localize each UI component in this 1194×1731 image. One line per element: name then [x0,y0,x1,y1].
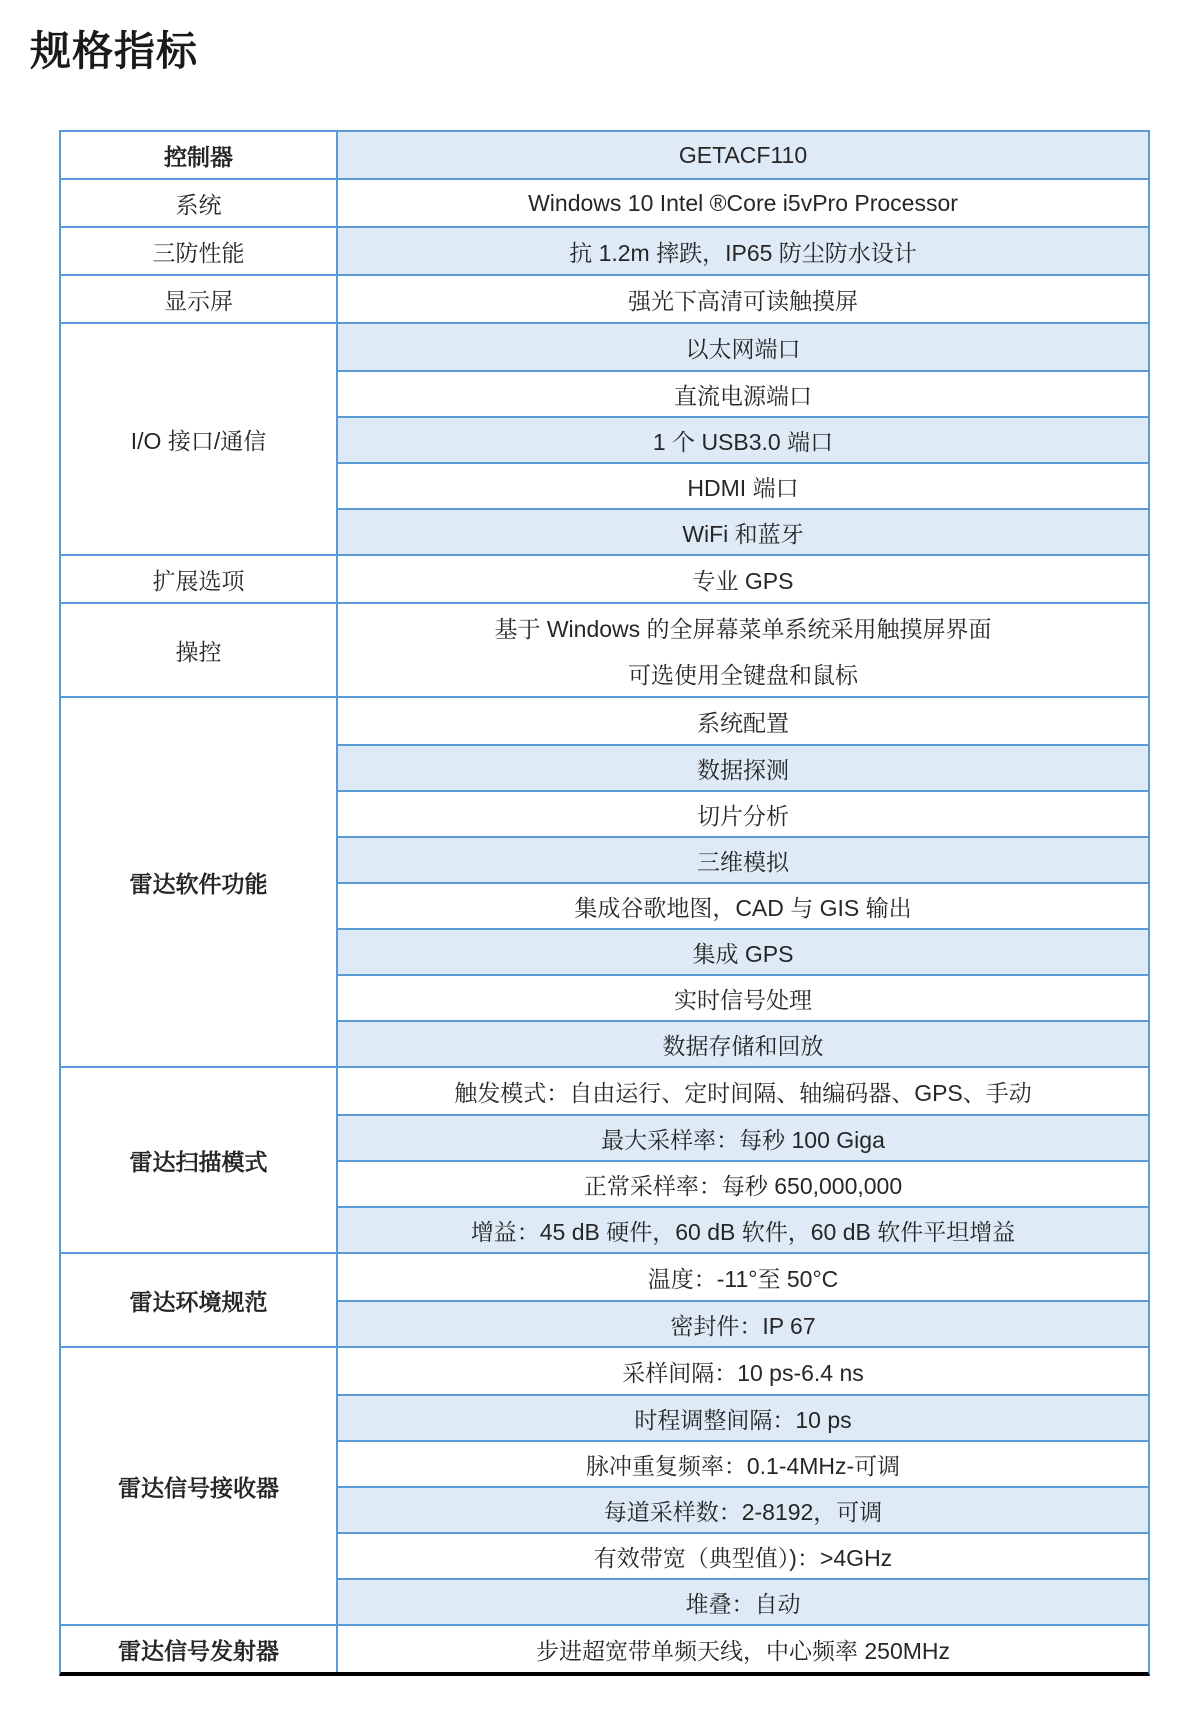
spec-value-row [338,790,1148,836]
spec-value-row [338,1394,1148,1440]
spec-value-row [338,1206,1148,1252]
spec-category-cell: 雷达信号发射器 [61,1626,338,1672]
spec-value-line: 专业 GPS [692,567,794,594]
spec-category-cell: 雷达信号接收器 [61,1348,338,1624]
spec-value-column [338,604,1148,696]
spec-value-row [338,1160,1148,1206]
spec-category-cell: 三防性能 [61,228,338,274]
spec-value-line: 实时信号处理 [674,986,812,1013]
spec-value-line: 每道采样数：2-8192，可调 [603,1498,883,1525]
spec-value-line: 基于 Windows 的全屏幕菜单系统采用触摸屏界面 [494,615,992,642]
spec-value-line: 1 个 USB3.0 端口 [652,428,834,455]
spec-value-row [338,180,1148,226]
spec-value-line: Windows 10 Intel ®Core i5vPro Processor [528,189,958,216]
spec-group [61,696,1148,1066]
spec-value-row [338,1348,1148,1394]
spec-value-line: 直流电源端口 [674,382,812,409]
spec-value-line: 正常采样率：每秒 650,000,000 [583,1172,903,1199]
spec-value-column [338,324,1148,554]
spec-group [61,602,1148,696]
spec-value-line: 密封件：IP 67 [670,1312,816,1339]
spec-value-line: 采样间隔：10 ps-6.4 ns [622,1359,864,1386]
spec-value-column [338,180,1148,226]
spec-value-row [338,462,1148,508]
spec-value-line: 数据探测 [697,756,789,783]
spec-value-row [338,324,1148,370]
spec-value-column [338,698,1148,1066]
spec-value-row [338,1486,1148,1532]
spec-value-column [338,1348,1148,1624]
spec-value-row [338,1068,1148,1114]
spec-value-line: 触发模式：自由运行、定时间隔、轴编码器、GPS、手动 [454,1079,1032,1106]
spec-value-line: 抗 1.2m 摔跌，IP65 防尘防水设计 [569,239,917,266]
spec-group [61,226,1148,274]
spec-value-row [338,974,1148,1020]
spec-group [61,1252,1148,1346]
spec-value-row [338,1254,1148,1300]
spec-value-line: 集成谷歌地图，CAD 与 GIS 输出 [574,894,912,921]
spec-value-row [338,604,1148,696]
spec-value-row [338,928,1148,974]
spec-value-column [338,1068,1148,1252]
spec-value-column [338,556,1148,602]
spec-value-column [338,132,1148,178]
spec-value-row [338,556,1148,602]
spec-category-cell: 雷达软件功能 [61,698,338,1066]
spec-value-column [338,276,1148,322]
spec-group [61,1066,1148,1252]
spec-value-column [338,228,1148,274]
spec-value-line: 步进超宽带单频天线，中心频率 250MHz [535,1637,951,1664]
spec-group [61,322,1148,554]
spec-group [61,274,1148,322]
spec-value-row [338,228,1148,274]
spec-value-line: 强光下高清可读触摸屏 [628,287,858,314]
spec-value-line: 脉冲重复频率：0.1-4MHz-可调 [585,1452,901,1479]
spec-value-line: 有效带宽（典型值）)：>4GHz [593,1544,893,1571]
spec-category-cell: 系统 [61,180,338,226]
spec-value-line: 以太网端口 [685,335,801,362]
spec-value-line: 增益：45 dB 硬件，60 dB 软件，60 dB 软件平坦增益 [470,1218,1016,1245]
spec-value-line: 时程调整间隔：10 ps [634,1406,852,1433]
spec-value-line: 温度：-11°至 50°C [647,1265,839,1292]
spec-value-row [338,1020,1148,1066]
page-title: 规格指标 [30,28,198,74]
spec-value-row [338,882,1148,928]
spec-value-row [338,1114,1148,1160]
spec-value-row [338,698,1148,744]
spec-value-row [338,1532,1148,1578]
spec-value-line: 三维模拟 [697,848,789,875]
spec-value-line: 切片分析 [697,802,789,829]
spec-value-line: GETACF110 [678,141,808,168]
spec-value-row [338,1578,1148,1624]
spec-value-column [338,1254,1148,1346]
spec-value-row [338,276,1148,322]
spec-category-cell: 操控 [61,604,338,696]
spec-value-line: 堆叠：自动 [685,1590,801,1617]
spec-value-line: 最大采样率：每秒 100 Giga [601,1126,885,1153]
spec-group [61,132,1148,178]
spec-value-row [338,370,1148,416]
spec-value-line: 数据存储和回放 [662,1032,824,1059]
spec-value-row [338,836,1148,882]
spec-group [61,178,1148,226]
spec-category-cell: 控制器 [61,132,338,178]
spec-value-row [338,416,1148,462]
spec-category-cell: 雷达扫描模式 [61,1068,338,1252]
spec-value-line: 集成 GPS [692,940,794,967]
spec-value-row [338,1440,1148,1486]
spec-category-cell: 雷达环境规范 [61,1254,338,1346]
spec-table [59,130,1150,1676]
spec-category-cell: 扩展选项 [61,556,338,602]
spec-value-line: 可选使用全键盘和鼠标 [628,661,858,688]
spec-value-line: WiFi 和蓝牙 [682,520,804,547]
spec-value-row [338,1626,1148,1672]
spec-group [61,554,1148,602]
spec-category-cell: I/O 接口/通信 [61,324,338,554]
spec-group [61,1624,1148,1672]
spec-category-cell: 显示屏 [61,276,338,322]
spec-value-line: 系统配置 [697,709,789,736]
spec-value-line: HDMI 端口 [687,474,799,501]
spec-group [61,1346,1148,1624]
spec-value-row [338,132,1148,178]
spec-value-column [338,1626,1148,1672]
spec-value-row [338,744,1148,790]
spec-value-row [338,1300,1148,1346]
spec-value-row [338,508,1148,554]
